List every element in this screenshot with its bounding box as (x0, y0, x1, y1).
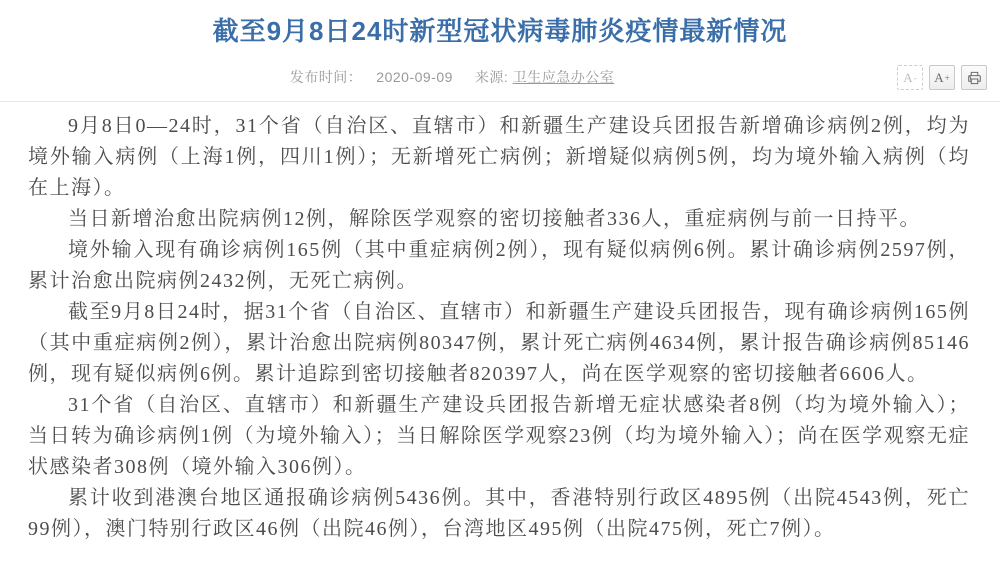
font-decrease-button[interactable]: A - (897, 65, 923, 90)
source-link[interactable]: 卫生应急办公室 (512, 69, 615, 85)
article-paragraph: 截至9月8日24时，据31个省（自治区、直辖市）和新疆生产建设兵团报告，现有确诊病例165例（其中重症病例2例），累计治愈出院病例80347例，累计死亡病例4634例，累计报告确诊病例85146例，现有疑似病例6例。累计追踪到密切接触者820397人，尚在医学观察的密切接触者6606人。 (28, 301, 970, 385)
source-label: 来源: (474, 69, 509, 85)
font-decrease-label: A (903, 70, 913, 85)
article-body (0, 102, 1000, 545)
article-meta (0, 65, 1000, 90)
article-header (0, 0, 1000, 102)
article-paragraph: 境外输入现有确诊病例165例（其中重症病例2例），现有疑似病例6例。累计确诊病例2597例，累计治愈出院病例2432例，无死亡病例。 (28, 239, 970, 292)
article-paragraph: 当日新增治愈出院病例12例，解除医学观察的密切接触者336人，重症病例与前一日持平。 (68, 208, 921, 230)
page-title: 截至9月8日24时新型冠状病毒肺炎疫情最新情况 (212, 16, 788, 46)
publish-time-label: 发布时间： (289, 69, 363, 85)
font-increase-button[interactable]: A + (929, 65, 955, 90)
meta-row (0, 65, 1000, 90)
font-print-toolbar (897, 65, 987, 90)
print-button[interactable] (961, 65, 987, 90)
article-paragraph: 累计收到港澳台地区通报确诊病例5436例。其中，香港特别行政区4895例（出院4543例，死亡99例），澳门特别行政区46例（出院46例），台湾地区495例（出院475例，死亡7例）。 (28, 487, 970, 540)
font-increase-label: A (934, 70, 944, 85)
publish-time-value: 2020-09-09 (376, 69, 453, 85)
article-paragraph: 31个省（自治区、直辖市）和新疆生产建设兵团报告新增无症状感染者8例（均为境外输入）；当日转为确诊病例1例（为境外输入）；当日解除医学观察23例（均为境外输入）；尚在医学观察无症状感染者308例（境外输入306例）。 (28, 394, 970, 478)
article-paragraph: 9月8日0—24时，31个省（自治区、直辖市）和新疆生产建设兵团报告新增确诊病例2例，均为境外输入病例（上海1例，四川1例）；无新增死亡病例；新增疑似病例5例，均为境外输入病例（均在上海）。 (28, 115, 970, 199)
printer-icon (967, 71, 982, 85)
